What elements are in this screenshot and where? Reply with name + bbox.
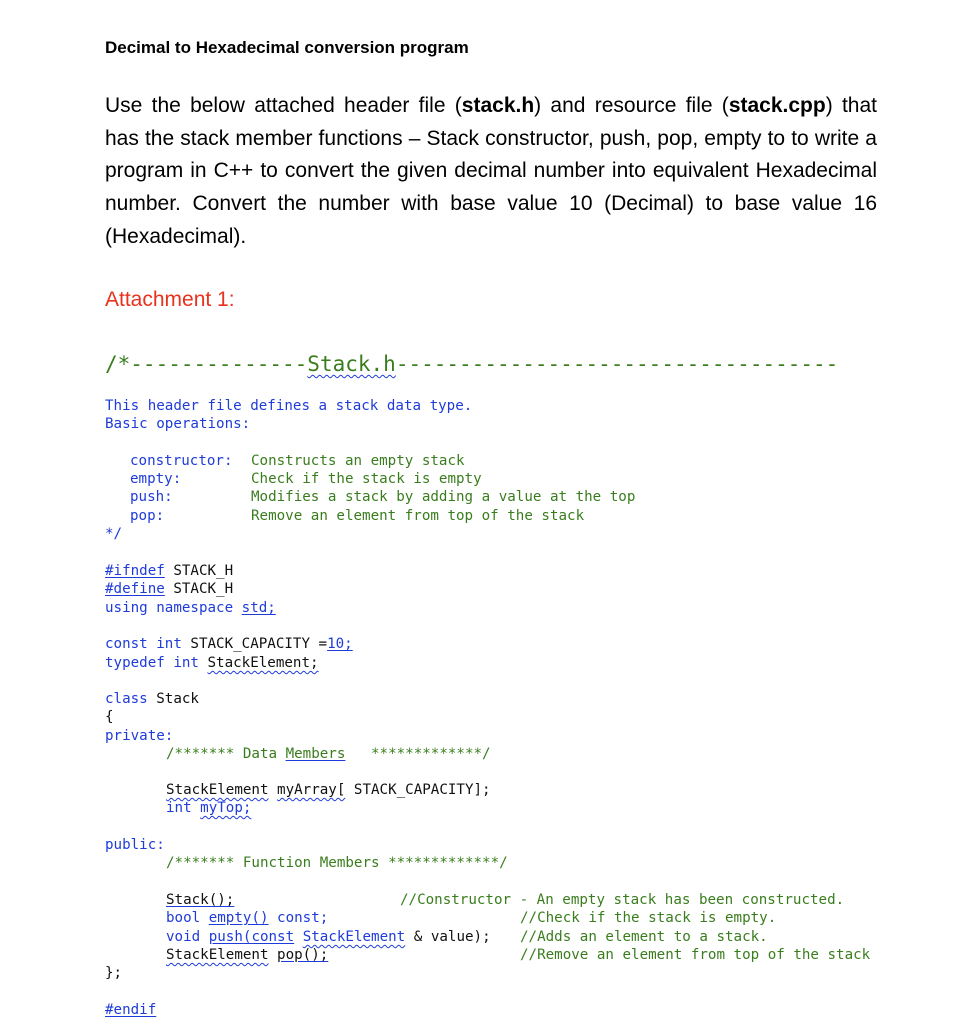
private-label: private:: [105, 728, 174, 744]
f1-comment: //Constructor - An empty stack has been constructed.: [400, 892, 845, 908]
op-desc-constructor: Constructs an empty stack: [251, 453, 465, 469]
line-class: [105, 690, 199, 708]
class-close: };: [105, 965, 123, 981]
f1-code: Stack();: [166, 892, 235, 908]
endif-directive: #endif: [105, 1002, 157, 1018]
line-ifndef: [105, 562, 233, 580]
f3-rest: & value);: [405, 929, 491, 945]
define-directive: #define: [105, 581, 165, 597]
const-name: STACK_CAPACITY =: [190, 636, 328, 652]
f2-comment: //Check if the stack is empty.: [520, 910, 777, 926]
f4-comment: //Remove an element from top of the stack: [520, 947, 871, 963]
f3-name: push(: [208, 929, 252, 945]
code-banner: [105, 352, 838, 376]
f2-keyword: bool: [166, 910, 201, 926]
f3-type: StackElement: [302, 929, 406, 945]
f4-type: StackElement: [166, 947, 269, 963]
file-name-stack-cpp: stack.cpp: [728, 94, 826, 117]
line-define: [105, 580, 233, 598]
func-push: [166, 928, 491, 946]
const-value: 10;: [327, 636, 353, 652]
function-members-comment: /******* Function Members *************/: [166, 855, 508, 871]
member1-rest: STACK_CAPACITY];: [345, 782, 491, 798]
func-empty: [166, 909, 328, 927]
typedef-name: StackElement;: [207, 655, 319, 671]
member-top: [166, 799, 251, 817]
class-keyword: class: [105, 691, 148, 707]
op-name-constructor: constructor:: [130, 453, 233, 469]
f2-rest: const;: [268, 910, 329, 926]
file-name-stack-h: stack.h: [461, 94, 535, 117]
member2-keyword: int: [166, 800, 192, 816]
member2-name: myTop;: [200, 800, 252, 816]
document-title: Decimal to Hexadecimal conversion program: [105, 38, 469, 57]
ifndef-symbol: STACK_H: [173, 563, 234, 579]
f3-comment: //Adds an element to a stack.: [520, 929, 768, 945]
op-desc-push: Modifies a stack by adding a value at the top: [251, 489, 636, 505]
using-namespace-name: std;: [241, 600, 276, 616]
op-desc-pop: Remove an element from top of the stack: [251, 508, 585, 524]
public-label: public:: [105, 837, 165, 853]
f2-name: empty(): [208, 910, 269, 926]
define-symbol: STACK_H: [173, 581, 234, 597]
banner-filename: Stack.h: [307, 352, 396, 376]
data-comment-a: /******* Data: [166, 746, 286, 762]
op-name-pop: pop:: [130, 508, 165, 524]
para-text-2: ) and resource file (: [534, 94, 729, 117]
instruction-paragraph: [105, 90, 877, 254]
desc-line-2: Basic operations:: [105, 416, 251, 432]
comment-end: */: [105, 526, 123, 542]
desc-line-1: This header file defines a stack data type.: [105, 398, 473, 414]
line-typedef: [105, 654, 319, 672]
banner-right: -----------------------------------: [395, 352, 839, 376]
para-text-3: ) that has the stack member functions – Stack constructor, push, pop, empty to to write a program in C++ to convert the given decimal number into equivalent Hexadecimal number. Convert the number with base value 10 (Decimal) to base value 16 (Hexadecimal).: [105, 94, 877, 248]
f3-keyword: void: [166, 929, 201, 945]
member1-type: StackElement: [166, 782, 269, 798]
f3-const: const: [251, 929, 295, 945]
data-members-comment: [166, 745, 491, 763]
func-pop: [166, 946, 328, 964]
op-name-push: push:: [130, 489, 173, 505]
para-text-1: Use the below attached header file (: [105, 94, 462, 117]
banner-left: /*--------------: [105, 352, 308, 376]
data-comment-c: *************/: [345, 746, 491, 762]
const-keyword: const int: [105, 636, 182, 652]
line-using: [105, 599, 276, 617]
member1-name: myArray[: [277, 782, 346, 798]
class-name: Stack: [156, 691, 199, 707]
ifndef-directive: #ifndef: [105, 563, 165, 579]
attachment-label: Attachment 1:: [105, 288, 235, 311]
op-desc-empty: Check if the stack is empty: [251, 471, 482, 487]
using-keyword: using namespace: [105, 600, 234, 616]
func-constructor: [166, 891, 234, 909]
member-array: [166, 781, 491, 799]
typedef-keyword: typedef int: [105, 655, 199, 671]
f4-name: pop();: [277, 947, 329, 963]
line-const: [105, 635, 353, 653]
op-name-empty: empty:: [130, 471, 182, 487]
data-comment-b: Members: [285, 746, 346, 762]
open-brace: {: [105, 709, 114, 725]
